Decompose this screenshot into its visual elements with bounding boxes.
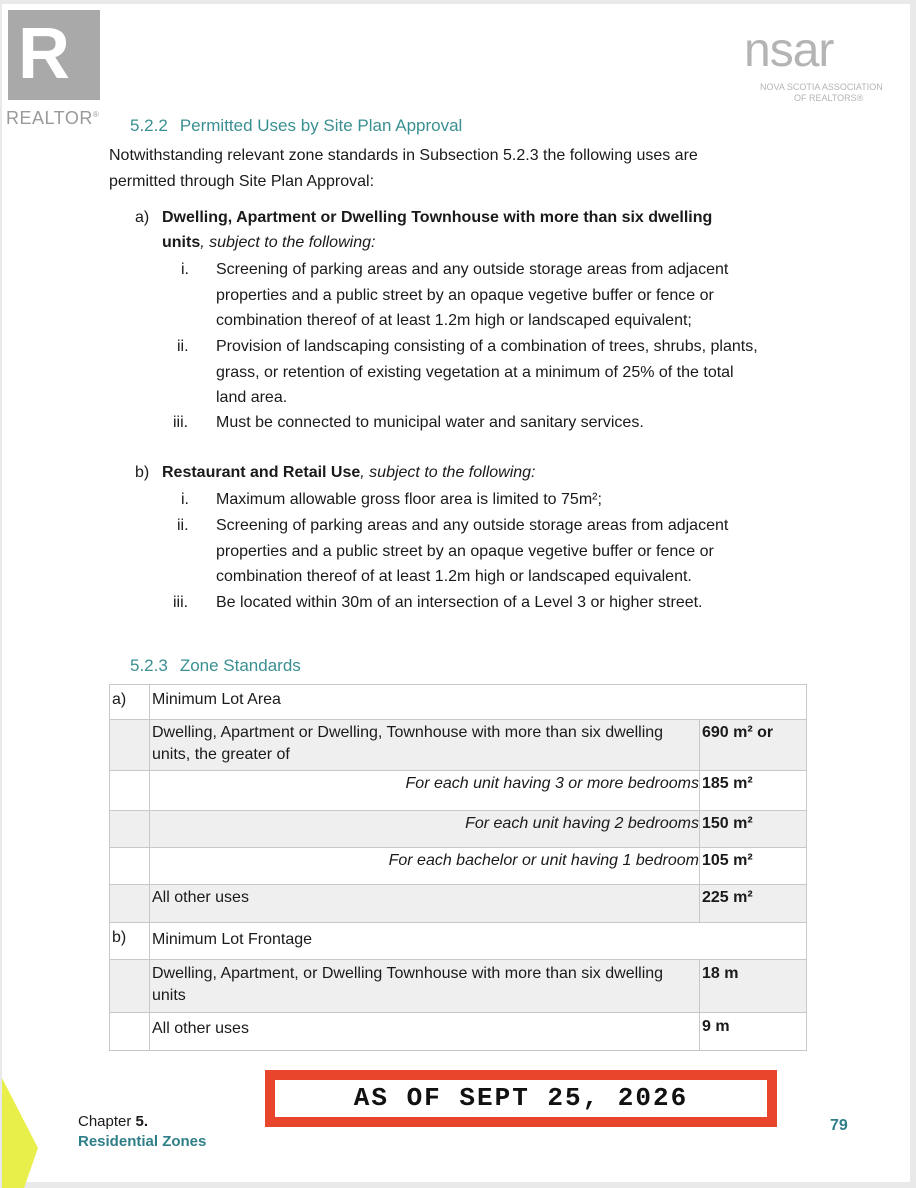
row-value: 690 m² or [700,720,807,771]
row-value: 18 m [700,960,807,1013]
item-a-title-line-1: Dwelling, Apartment or Dwelling Townhouse with more than six dwelling [162,209,713,226]
section-number: 5.2.2 [130,116,168,135]
section-title: Permitted Uses by Site Plan Approval [179,116,463,135]
row-value: 225 m² [700,885,807,923]
empty-cell [110,811,150,848]
realtor-wordmark [6,104,99,129]
item-b-title [162,460,536,486]
row-description: All other uses [150,885,700,923]
table-row [110,848,807,885]
sublist-label: ii. [177,338,189,355]
footer-chapter-label: Chapter [78,1113,136,1130]
realtor-registered-mark: ® [92,110,100,119]
section-heading-523 [130,656,301,676]
table-row [110,720,807,771]
sublist-text: Must be connected to municipal water and sanitary services. [216,414,644,431]
item-b-title-bold: Restaurant and Retail Use [162,464,361,481]
table-row [110,885,807,923]
date-stamp [265,1070,777,1127]
sublist-text: combination thereof of at least 1.2m high or landscaped equivalent; [216,312,692,329]
row-title: Minimum Lot Area [150,685,807,720]
table-row [110,1013,807,1051]
document-page [2,4,910,1182]
row-description: Dwelling, Apartment or Dwelling, Townhouse with more than six dwelling units, the greater of [150,720,700,771]
table-row [110,771,807,811]
realtor-logo-letter: R [18,14,70,94]
item-b-title-italic: , subject to the following: [360,464,536,481]
empty-cell [110,1013,150,1051]
sublist-text: combination thereof of at least 1.2m high or landscaped equivalent. [216,568,692,585]
row-value: 185 m² [700,771,807,811]
table-row [110,811,807,848]
row-description: For each bachelor or unit having 1 bedroom [150,848,700,885]
list-label-a: a) [135,209,150,226]
sublist-label: iii. [173,414,189,431]
intro-line-2: permitted through Site Plan Approval: [109,173,375,190]
date-stamp-text: AS OF SEPT 25, 2026 [275,1080,767,1117]
nsar-logo [744,24,904,108]
sublist-text: Maximum allowable gross floor area is limited to 75m²; [216,491,602,508]
empty-cell [110,771,150,811]
sublist-label: i. [181,491,189,508]
sublist-text: Be located within 30m of an intersection of a Level 3 or higher street. [216,594,703,611]
empty-cell [110,720,150,771]
table-row [110,685,807,720]
row-value: 150 m² [700,811,807,848]
sublist-label: ii. [177,517,189,534]
row-value: 105 m² [700,848,807,885]
section-title: Zone Standards [179,656,301,675]
footer-section-title: Residential Zones [78,1133,207,1150]
empty-cell [110,885,150,923]
row-description: All other uses [150,1013,700,1051]
zone-standards-table [109,684,807,1051]
table-row [110,960,807,1013]
sublist-label: iii. [173,594,189,611]
footer-chapter-number: 5. [135,1113,149,1130]
sublist-text: Screening of parking areas and any outside storage areas from adjacent [216,517,729,534]
nsar-logo-text: nsar [744,24,834,77]
row-value: 9 m [700,1013,807,1051]
realtor-logo [8,10,100,100]
sublist-text: Screening of parking areas and any outside storage areas from adjacent [216,261,729,278]
nsar-logo-subtitle-1: NOVA SCOTIA ASSOCIATION [760,82,883,92]
section-heading-522 [130,116,462,136]
row-label: b) [110,923,150,960]
row-description: Dwelling, Apartment, or Dwelling Townhouse with more than six dwelling units [150,960,700,1013]
row-label: a) [110,685,150,720]
yellow-corner-decoration [2,1078,42,1188]
section-number: 5.2.3 [130,656,168,675]
footer-chapter [78,1112,148,1132]
sublist-label: i. [181,261,189,278]
sublist-text: Provision of landscaping consisting of a combination of trees, shrubs, plants, [216,338,758,355]
row-description: For each unit having 2 bedrooms [150,811,700,848]
sublist-text: grass, or retention of existing vegetation at a minimum of 25% of the total [216,363,734,381]
sublist-text: properties and a public street by an opaque vegetive buffer or fence or [216,542,714,560]
nsar-logo-subtitle-2: OF REALTORS® [794,93,864,103]
row-description: For each unit having 3 or more bedrooms [150,771,700,811]
list-label-b: b) [135,464,150,481]
table-row [110,923,807,960]
page-number: 79 [830,1117,848,1134]
item-a-title-italic: , subject to the following: [200,234,376,251]
sublist-text: land area. [216,389,288,406]
intro-line-1: Notwithstanding relevant zone standards in Subsection 5.2.3 the following uses are [109,147,698,164]
realtor-word-text: REALTOR [6,108,93,128]
sublist-text: properties and a public street by an opaque vegetive buffer or fence or [216,286,714,304]
empty-cell [110,848,150,885]
row-title: Minimum Lot Frontage [150,923,807,960]
empty-cell [110,960,150,1013]
item-a-title-line-2 [162,230,375,256]
item-a-title-bold: units [162,234,201,251]
